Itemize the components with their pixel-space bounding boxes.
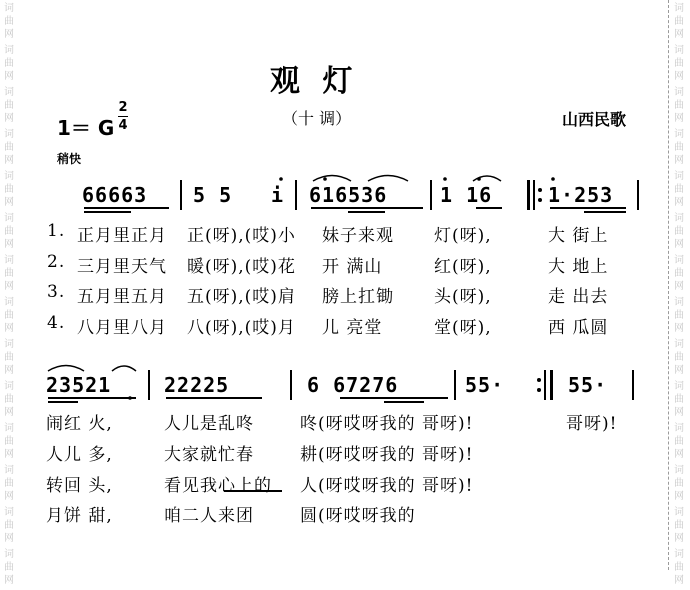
lyric-text: 五(呀),(哎)肩 bbox=[187, 287, 296, 307]
lyric-text: 人(呀哎呀我的 哥呀)! bbox=[300, 476, 474, 496]
notation-measure: 55· bbox=[465, 373, 505, 397]
watermark-char: 网 bbox=[4, 323, 14, 334]
watermark-char: 网 bbox=[674, 281, 684, 292]
lyric-text: 八月里八月 bbox=[77, 318, 167, 338]
watermark-char: 词 bbox=[4, 339, 14, 350]
watermark-char: 词 bbox=[674, 465, 684, 476]
notation-measure: 66663 bbox=[82, 183, 148, 207]
watermark-char: 曲 bbox=[674, 562, 684, 573]
watermark-char: 曲 bbox=[674, 142, 684, 153]
verse-number: 2. bbox=[47, 252, 66, 272]
repeat-dots bbox=[537, 188, 542, 392]
watermark-char: 曲 bbox=[674, 436, 684, 447]
watermark-char: 网 bbox=[4, 29, 14, 40]
time-signature-top: 2 bbox=[118, 100, 128, 115]
watermark-char: 曲 bbox=[4, 142, 14, 153]
slur-marks bbox=[48, 176, 501, 372]
watermark-char: 网 bbox=[674, 365, 684, 376]
watermark-char: 曲 bbox=[4, 16, 14, 27]
watermark-char: 词 bbox=[4, 423, 14, 434]
watermark-char: 词 bbox=[4, 45, 14, 56]
watermark-char: 曲 bbox=[674, 478, 684, 489]
watermark-char: 网 bbox=[674, 491, 684, 502]
watermark-char: 网 bbox=[4, 239, 14, 250]
slur bbox=[473, 176, 501, 181]
repeat-dot bbox=[537, 388, 541, 392]
watermark-char: 词 bbox=[4, 255, 14, 266]
watermark-char: 曲 bbox=[674, 58, 684, 69]
notation-measure: i bbox=[271, 183, 285, 207]
lyric-text: 转回 头, bbox=[46, 476, 113, 496]
verse-number: 3. bbox=[47, 282, 66, 302]
watermark-char: 词 bbox=[4, 549, 14, 560]
lyric-text: 堂(呀), bbox=[434, 318, 492, 338]
watermark-char: 词 bbox=[674, 339, 684, 350]
notation-measure: 616536 bbox=[309, 183, 388, 207]
watermark-char: 网 bbox=[674, 449, 684, 460]
watermark-char: 词 bbox=[674, 423, 684, 434]
lyric-text: 走 出去 bbox=[548, 287, 609, 307]
lyric-text: 西 瓜圆 bbox=[548, 318, 609, 338]
lyric-text: 看见我心上的 bbox=[164, 476, 272, 496]
watermark-char: 网 bbox=[674, 575, 684, 586]
lyric-text: 咚(呀哎呀我的 哥呀)! bbox=[300, 414, 474, 434]
tune-mode: （十 调） bbox=[282, 109, 352, 128]
lyric-text: 人儿 多, bbox=[46, 445, 113, 465]
lyric-text: 头(呀), bbox=[434, 287, 492, 307]
watermark-char: 曲 bbox=[674, 226, 684, 237]
lyric-text: 开 满山 bbox=[322, 257, 383, 277]
song-source: 山西民歌 bbox=[562, 110, 627, 129]
watermark-char: 曲 bbox=[674, 16, 684, 27]
notation-measure: 23521 bbox=[46, 373, 112, 397]
watermark-char: 网 bbox=[4, 407, 14, 418]
watermark-char: 曲 bbox=[674, 520, 684, 531]
watermark-char: 网 bbox=[4, 365, 14, 376]
slur bbox=[313, 176, 351, 182]
watermark-char: 网 bbox=[674, 323, 684, 334]
high-octave-dot bbox=[477, 177, 481, 181]
watermark-char: 词 bbox=[674, 129, 684, 140]
lyric-text: 圆(呀哎呀我的 bbox=[300, 506, 416, 526]
watermark-char: 网 bbox=[4, 197, 14, 208]
lyric-text: 八(呀),(哎)月 bbox=[187, 318, 296, 338]
lyric-text: 大 街上 bbox=[548, 226, 609, 246]
watermark-char: 词 bbox=[4, 171, 14, 182]
verse-number: 1. bbox=[47, 221, 66, 241]
watermark-char: 曲 bbox=[674, 352, 684, 363]
watermark-char: 网 bbox=[674, 155, 684, 166]
lyric-text: 月饼 甜, bbox=[46, 506, 113, 526]
lyric-text: 正(呀),(哎)小 bbox=[187, 226, 296, 246]
watermark-char: 曲 bbox=[4, 184, 14, 195]
watermark-char: 词 bbox=[4, 213, 14, 224]
repeat-dot bbox=[538, 188, 542, 192]
lyric-text: 哥呀)! bbox=[566, 414, 618, 434]
watermark-char: 网 bbox=[674, 239, 684, 250]
watermark-char: 网 bbox=[674, 407, 684, 418]
watermark-char: 网 bbox=[4, 113, 14, 124]
key-signature: 1＝ G bbox=[57, 116, 115, 140]
watermark-char: 网 bbox=[4, 533, 14, 544]
lyric-text: 咱二人来团 bbox=[164, 506, 254, 526]
watermark-char: 词 bbox=[674, 171, 684, 182]
lyric-text: 灯(呀), bbox=[434, 226, 492, 246]
watermark-char: 词 bbox=[674, 381, 684, 392]
lyric-text: 三月里天气 bbox=[77, 257, 167, 277]
slur bbox=[112, 366, 136, 371]
watermark-char: 网 bbox=[4, 491, 14, 502]
watermark-char: 词 bbox=[674, 3, 684, 14]
slur bbox=[368, 176, 408, 182]
watermark-char: 曲 bbox=[674, 100, 684, 111]
lyric-text: 妹子来观 bbox=[322, 226, 394, 246]
repeat-dot bbox=[537, 378, 541, 382]
watermark-char: 词 bbox=[674, 213, 684, 224]
octave-dots bbox=[128, 177, 555, 400]
watermark-char: 网 bbox=[4, 449, 14, 460]
watermark-char: 词 bbox=[674, 255, 684, 266]
watermark-char: 曲 bbox=[4, 58, 14, 69]
slur bbox=[48, 366, 84, 372]
watermark-char: 曲 bbox=[4, 268, 14, 279]
notation-measure: 22225 bbox=[164, 373, 230, 397]
watermark-char: 网 bbox=[4, 281, 14, 292]
high-octave-dot bbox=[551, 177, 555, 181]
lyric-text: 暖(呀),(哎)花 bbox=[187, 257, 296, 277]
watermark-char: 曲 bbox=[4, 100, 14, 111]
lyric-text: 五月里五月 bbox=[77, 287, 167, 307]
watermark-char: 网 bbox=[4, 71, 14, 82]
watermark-char: 曲 bbox=[674, 184, 684, 195]
watermark-char: 曲 bbox=[674, 268, 684, 279]
notation-measure: 55· bbox=[568, 373, 608, 397]
watermark-char: 词 bbox=[4, 129, 14, 140]
watermark-char: 曲 bbox=[674, 394, 684, 405]
lyric-text: 大家就忙春 bbox=[164, 445, 254, 465]
verse-number: 4. bbox=[47, 313, 66, 333]
watermark-char: 网 bbox=[674, 29, 684, 40]
watermark-char: 词 bbox=[4, 381, 14, 392]
lyric-text: 大 地上 bbox=[548, 257, 609, 277]
watermark-char: 词 bbox=[4, 3, 14, 14]
tempo-marking: 稍快 bbox=[57, 152, 82, 166]
watermark-char: 曲 bbox=[674, 310, 684, 321]
repeat-dot bbox=[538, 198, 542, 202]
lyric-text: 儿 亮堂 bbox=[322, 318, 383, 338]
watermark-char: 词 bbox=[4, 297, 14, 308]
watermark-char: 网 bbox=[4, 155, 14, 166]
watermark-char: 曲 bbox=[4, 520, 14, 531]
watermark-char: 词 bbox=[4, 465, 14, 476]
watermark-char: 曲 bbox=[4, 352, 14, 363]
notation-measure: 1 16 bbox=[440, 183, 493, 207]
notation-measure: 6 67276 bbox=[307, 373, 399, 397]
watermark-char: 词 bbox=[674, 549, 684, 560]
lyric-text: 正月里正月 bbox=[77, 226, 167, 246]
time-signature-bottom: 4 bbox=[118, 118, 128, 133]
song-title: 观 灯 bbox=[270, 64, 359, 99]
high-octave-dot bbox=[279, 177, 283, 181]
watermark-char: 词 bbox=[674, 297, 684, 308]
watermark-char: 曲 bbox=[4, 478, 14, 489]
watermark-char: 网 bbox=[674, 533, 684, 544]
high-octave-dot bbox=[443, 177, 447, 181]
watermark-char: 曲 bbox=[4, 562, 14, 573]
watermark-char: 词 bbox=[4, 87, 14, 98]
watermark-char: 曲 bbox=[4, 394, 14, 405]
lyric-text: 膀上扛锄 bbox=[322, 287, 394, 307]
watermark-char: 词 bbox=[674, 507, 684, 518]
watermark-char: 曲 bbox=[4, 226, 14, 237]
watermark-char: 词 bbox=[674, 87, 684, 98]
lyric-text: 耕(呀哎呀我的 哥呀)! bbox=[300, 445, 474, 465]
high-octave-dot bbox=[323, 177, 327, 181]
watermark-char: 词 bbox=[4, 507, 14, 518]
low-octave-dot bbox=[128, 396, 132, 400]
watermark-char: 网 bbox=[674, 71, 684, 82]
watermark-char: 网 bbox=[674, 113, 684, 124]
watermark-char: 曲 bbox=[4, 310, 14, 321]
lyric-text: 红(呀), bbox=[434, 257, 492, 277]
watermark-char: 曲 bbox=[4, 436, 14, 447]
watermark-char: 网 bbox=[674, 197, 684, 208]
lyric-text: 人儿是乱咚 bbox=[164, 414, 254, 434]
watermark-char: 词 bbox=[674, 45, 684, 56]
notation-measure: 5 5 bbox=[193, 183, 233, 207]
watermark-char: 网 bbox=[4, 575, 14, 586]
notation-measure: 1·253 bbox=[548, 183, 614, 207]
lyric-text: 闹红 火, bbox=[46, 414, 113, 434]
